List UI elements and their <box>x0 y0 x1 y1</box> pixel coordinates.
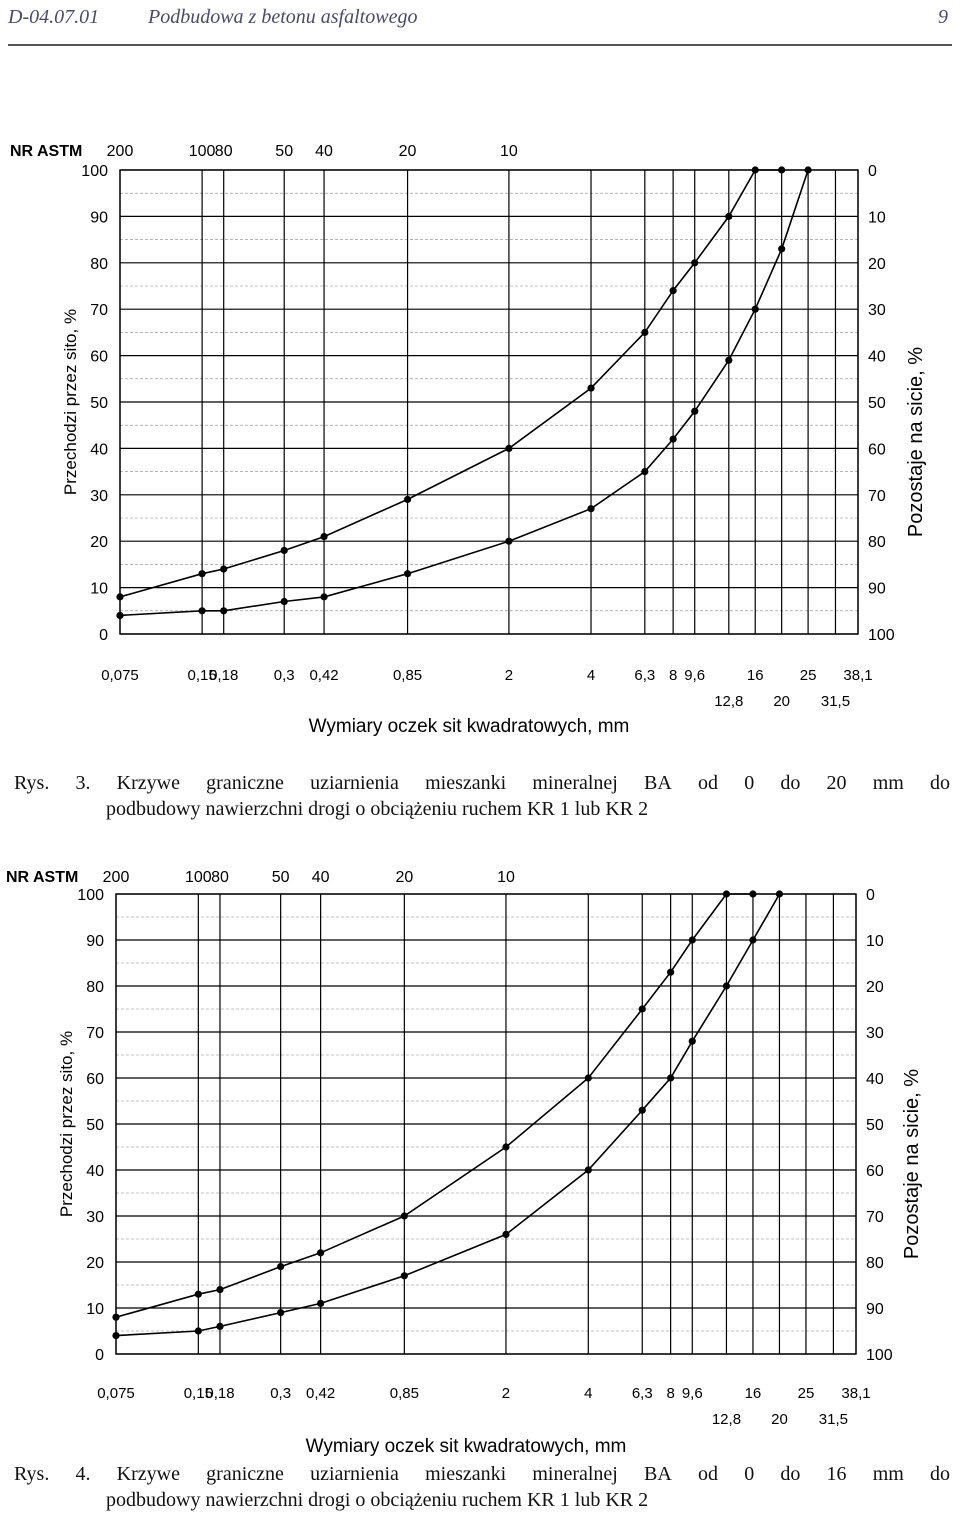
x-tick-label-secondary: 31,5 <box>820 693 851 710</box>
data-point <box>404 496 411 503</box>
y2-tick-label: 30 <box>866 1025 884 1042</box>
page-number: 9 <box>938 6 948 28</box>
data-point <box>505 445 512 452</box>
caption-word: 16 <box>826 1463 847 1485</box>
caption-word: od <box>698 1463 719 1485</box>
x-tick-label: 9,6 <box>684 667 706 684</box>
astm-tick-label: 50 <box>275 143 294 160</box>
x-tick-label-secondary: 12,8 <box>711 1411 742 1428</box>
y-tick-label: 20 <box>86 1255 104 1272</box>
astm-tick-label: 100 <box>188 143 216 160</box>
y-tick-label: 100 <box>81 163 108 180</box>
x-tick-label: 6,3 <box>634 667 656 684</box>
x-tick-label: 0,15 <box>183 1385 213 1402</box>
document-title: Podbudowa z betonu asfaltowego <box>148 6 418 28</box>
y-tick-label: 30 <box>90 487 108 505</box>
data-point <box>404 570 411 577</box>
series-line-lower <box>116 894 780 1336</box>
x-tick-label: 16 <box>744 1385 762 1402</box>
y2-tick-label: 10 <box>866 933 884 950</box>
caption-1-line-2: podbudowy nawierzchni drogi o obciążeniu ruchem KR 1 lub KR 2 <box>106 798 649 820</box>
data-point <box>667 1074 674 1081</box>
data-point <box>749 936 756 943</box>
data-point <box>116 612 123 619</box>
y-tick-label: 40 <box>86 1163 104 1180</box>
caption-word: mineralnej <box>532 772 618 794</box>
x-tick-label: 0,3 <box>273 667 295 684</box>
x-tick-label: 0,15 <box>187 667 217 684</box>
y-tick-label: 80 <box>86 979 104 996</box>
y2-tick-label: 100 <box>866 1347 893 1364</box>
caption-word: 20 <box>826 772 847 794</box>
data-point <box>778 166 785 173</box>
astm-tick-label: 20 <box>398 143 417 160</box>
x-tick-label-secondary: 31,5 <box>818 1411 849 1428</box>
data-point <box>317 1300 324 1307</box>
astm-tick-label: 100 <box>184 869 212 886</box>
data-point <box>281 547 288 554</box>
caption-word: Rys. <box>14 1463 50 1485</box>
data-point <box>776 890 783 897</box>
series-line-upper <box>116 894 753 1317</box>
astm-tick-label: 40 <box>311 869 330 886</box>
data-point <box>725 213 732 220</box>
grading-chart-2-svg <box>0 858 960 1458</box>
caption-word: Rys. <box>14 772 50 794</box>
data-point <box>195 1291 202 1298</box>
data-point <box>667 969 674 976</box>
data-point <box>505 538 512 545</box>
astm-tick-label: 200 <box>102 869 130 886</box>
astm-tick-label: 200 <box>106 143 134 160</box>
y-tick-label: 10 <box>90 580 108 598</box>
x-tick-label: 0,42 <box>309 667 339 684</box>
x-axis-title: Wymiary oczek sit kwadratowych, mm <box>305 1436 627 1457</box>
document-code: D-04.07.01 <box>8 6 100 28</box>
data-point <box>216 1323 223 1330</box>
series-line-upper <box>120 170 782 597</box>
data-point <box>320 533 327 540</box>
caption-word: mieszanki <box>425 772 507 794</box>
y2-axis-title: Pozostaje na sicie, % <box>901 1068 923 1260</box>
x-tick-label: 0,075 <box>101 667 139 684</box>
caption-word: graniczne <box>206 1463 284 1485</box>
data-point <box>639 1005 646 1012</box>
astm-tick-label: 40 <box>315 143 333 160</box>
x-tick-label: 0,075 <box>97 1385 135 1402</box>
data-point <box>670 436 677 443</box>
astm-title: NR ASTM <box>6 869 79 886</box>
x-tick-label: 25 <box>797 1385 815 1402</box>
x-tick-label: 38,1 <box>841 1385 871 1402</box>
caption-word: 4. <box>75 1463 91 1485</box>
x-tick-label: 25 <box>799 667 817 684</box>
caption-word: mieszanki <box>425 1463 507 1485</box>
caption-word: do <box>780 772 801 794</box>
x-axis-title: Wymiary oczek sit kwadratowych, mm <box>308 716 630 737</box>
astm-tick-label: 10 <box>497 869 515 886</box>
data-point <box>199 570 206 577</box>
data-point <box>689 1038 696 1045</box>
figure-caption-1 <box>14 770 950 822</box>
data-point <box>752 306 759 313</box>
caption-word: do <box>780 1463 801 1485</box>
data-point <box>112 1314 119 1321</box>
y2-tick-label: 80 <box>866 1255 884 1272</box>
caption-word: BA <box>644 1463 672 1485</box>
y-tick-label: 80 <box>90 255 108 273</box>
data-point <box>691 408 698 415</box>
y2-tick-label: 50 <box>868 395 886 412</box>
data-point <box>670 287 677 294</box>
y2-tick-label: 100 <box>868 627 895 644</box>
y2-tick-label: 80 <box>868 534 886 552</box>
data-point <box>220 607 227 614</box>
data-point <box>804 166 811 173</box>
astm-tick-label: 50 <box>271 869 290 886</box>
x-tick-label: 8 <box>668 667 678 684</box>
y2-tick-label: 60 <box>868 441 886 459</box>
x-tick-label: 0,18 <box>209 667 239 684</box>
data-point <box>752 166 759 173</box>
y-tick-label: 60 <box>90 348 108 366</box>
data-point <box>749 890 756 897</box>
data-point <box>585 1074 592 1081</box>
grading-chart-1 <box>0 112 960 752</box>
x-tick-label: 8 <box>666 1385 675 1402</box>
caption-word: 0 <box>744 1463 755 1485</box>
caption-word: do <box>930 1463 950 1485</box>
data-point <box>587 505 594 512</box>
y2-tick-label: 60 <box>866 1163 884 1180</box>
data-point <box>116 593 123 600</box>
x-tick-label: 6,3 <box>631 1385 653 1402</box>
data-point <box>641 329 648 336</box>
y-tick-label: 60 <box>86 1071 104 1088</box>
y-tick-label: 70 <box>90 302 108 320</box>
caption-word: Krzywe <box>116 1463 180 1485</box>
y2-tick-label: 30 <box>868 302 886 320</box>
caption-word: od <box>698 772 719 794</box>
y2-tick-label: 0 <box>866 887 875 904</box>
y-tick-label: 50 <box>86 1117 104 1134</box>
astm-tick-label: 80 <box>211 869 229 886</box>
x-tick-label-secondary: 20 <box>771 1411 788 1428</box>
y-tick-label: 100 <box>77 887 104 904</box>
caption-word: uziarnienia <box>310 1463 399 1485</box>
grading-chart-2 <box>0 858 960 1458</box>
y2-tick-label: 90 <box>868 580 886 598</box>
data-point <box>320 593 327 600</box>
y-axis-title: Przechodzi przez sito, % <box>57 1030 76 1218</box>
caption-word: 0 <box>744 772 755 794</box>
x-tick-label: 38,1 <box>843 667 873 684</box>
x-tick-label: 0,18 <box>205 1385 235 1402</box>
x-tick-label: 2 <box>504 667 514 684</box>
astm-title: NR ASTM <box>10 143 83 160</box>
x-tick-label: 4 <box>586 667 596 684</box>
y2-tick-label: 20 <box>868 255 886 273</box>
grading-chart-1-svg <box>0 112 960 752</box>
y-tick-label: 0 <box>95 1347 104 1364</box>
data-point <box>401 1212 408 1219</box>
x-tick-label: 0,85 <box>389 1385 419 1402</box>
caption-2-line-1 <box>14 1461 950 1487</box>
data-point <box>401 1272 408 1279</box>
data-point <box>195 1327 202 1334</box>
y-tick-label: 90 <box>90 209 108 227</box>
y2-tick-label: 50 <box>866 1117 884 1134</box>
astm-tick-label: 80 <box>214 143 233 160</box>
y2-axis-title: Pozostaje na sicie, % <box>905 346 927 538</box>
data-point <box>199 607 206 614</box>
y2-tick-label: 70 <box>868 487 886 505</box>
data-point <box>281 598 288 605</box>
x-tick-label: 16 <box>746 667 764 684</box>
caption-word: mm <box>872 772 904 794</box>
y2-tick-label: 70 <box>866 1209 884 1226</box>
astm-tick-label: 10 <box>500 143 518 160</box>
caption-word: uziarnienia <box>310 772 399 794</box>
x-tick-label: 9,6 <box>681 1385 703 1402</box>
caption-word: mineralnej <box>532 1463 618 1485</box>
data-point <box>641 468 648 475</box>
data-point <box>691 259 698 266</box>
caption-1-line-1 <box>14 770 950 796</box>
x-tick-label: 0,42 <box>306 1385 336 1402</box>
caption-word: graniczne <box>206 772 284 794</box>
caption-word: mm <box>872 1463 904 1485</box>
data-point <box>639 1107 646 1114</box>
data-point <box>277 1309 284 1316</box>
x-tick-label: 0,3 <box>270 1385 292 1402</box>
y2-tick-label: 10 <box>868 209 886 227</box>
y-tick-label: 90 <box>86 933 104 950</box>
data-point <box>725 357 732 364</box>
data-point <box>112 1332 119 1339</box>
data-point <box>689 936 696 943</box>
data-point <box>585 1166 592 1173</box>
data-point <box>502 1231 509 1238</box>
x-tick-label: 2 <box>501 1385 511 1402</box>
y2-tick-label: 0 <box>868 163 877 180</box>
y-tick-label: 20 <box>90 534 108 552</box>
y-tick-label: 10 <box>86 1301 104 1318</box>
y-axis-title: Przechodzi przez sito, % <box>61 308 80 496</box>
y-tick-label: 50 <box>90 395 108 412</box>
data-point <box>220 565 227 572</box>
y2-tick-label: 40 <box>866 1071 884 1088</box>
caption-word: 3. <box>75 772 91 794</box>
data-point <box>723 890 730 897</box>
x-tick-label-secondary: 12,8 <box>714 693 744 710</box>
y2-tick-label: 90 <box>866 1301 884 1318</box>
y2-tick-label: 20 <box>866 979 884 996</box>
page-header <box>8 4 952 46</box>
y-tick-label: 0 <box>99 627 108 644</box>
data-point <box>723 982 730 989</box>
x-tick-label-secondary: 20 <box>773 693 791 710</box>
caption-word: BA <box>644 772 672 794</box>
data-point <box>587 384 594 391</box>
y-tick-label: 40 <box>90 441 108 459</box>
data-point <box>317 1249 324 1256</box>
x-tick-label: 4 <box>584 1385 593 1402</box>
x-tick-label: 0,85 <box>392 667 423 684</box>
caption-word: Krzywe <box>116 772 180 794</box>
y-tick-label: 70 <box>86 1025 104 1042</box>
data-point <box>502 1143 509 1150</box>
caption-2-line-2: podbudowy nawierzchni drogi o obciążeniu ruchem KR 1 lub KR 2 <box>106 1489 649 1511</box>
data-point <box>216 1286 223 1293</box>
caption-word: do <box>930 772 950 794</box>
astm-tick-label: 20 <box>395 869 414 886</box>
y-tick-label: 30 <box>86 1209 104 1226</box>
data-point <box>778 245 785 252</box>
data-point <box>277 1263 284 1270</box>
y2-tick-label: 40 <box>868 348 886 366</box>
figure-caption-2 <box>14 1461 950 1513</box>
